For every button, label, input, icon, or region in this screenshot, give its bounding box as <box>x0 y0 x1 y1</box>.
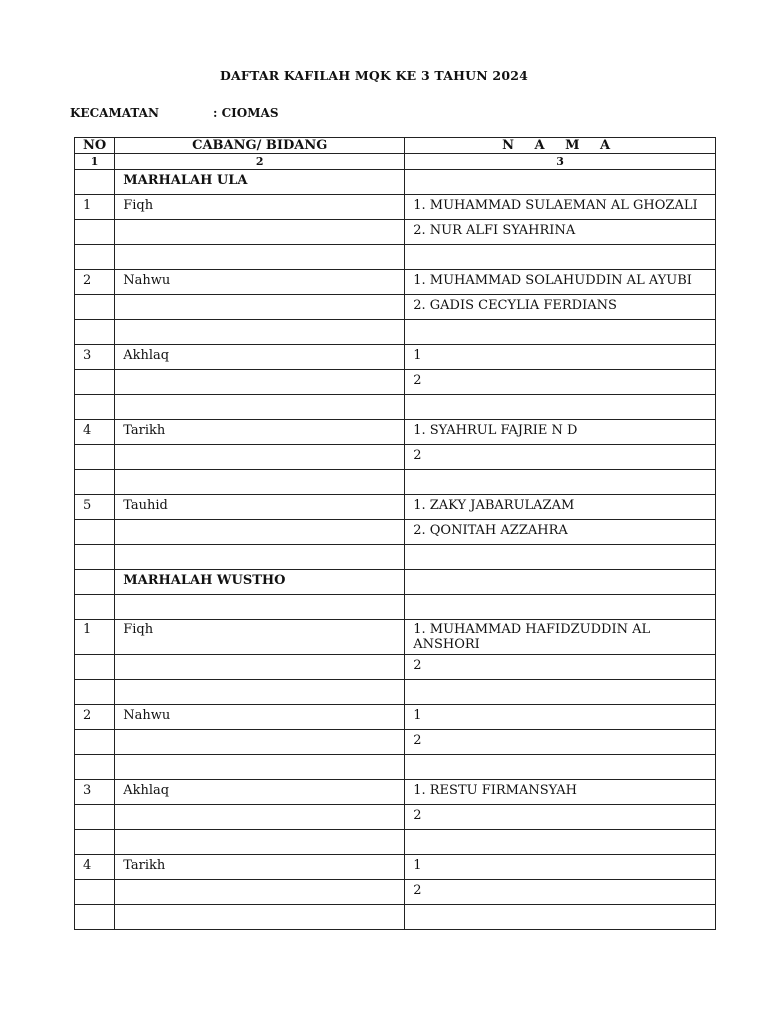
row-no: 3 <box>75 780 115 805</box>
row-nama: 2. QONITAH AZZAHRA <box>405 520 716 545</box>
table-row <box>75 295 716 320</box>
table-row <box>75 805 716 830</box>
table-row <box>75 730 716 755</box>
row-nama: 2 <box>405 370 716 395</box>
row-bidang: Fiqh <box>115 620 405 655</box>
row-bidang: Tarikh <box>115 855 405 880</box>
table-row <box>75 370 716 395</box>
table-row <box>75 170 716 195</box>
table-row <box>75 545 716 570</box>
row-nama: 1. SYAHRUL FAJRIE N D <box>405 420 716 445</box>
table-row <box>75 680 716 705</box>
header-bidang: CABANG/ BIDANG <box>115 138 405 154</box>
table-row <box>75 830 716 855</box>
row-nama: 2 <box>405 655 716 680</box>
section-title-ula: MARHALAH ULA <box>115 170 405 195</box>
table-row <box>75 245 716 270</box>
column-number-2: 2 <box>115 154 405 170</box>
row-bidang: Nahwu <box>115 270 405 295</box>
table-row <box>75 320 716 345</box>
row-nama: 1 <box>405 705 716 730</box>
row-no: 3 <box>75 345 115 370</box>
document-title: DAFTAR KAFILAH MQK KE 3 TAHUN 2024 <box>219 68 529 83</box>
row-bidang: Nahwu <box>115 705 405 730</box>
row-nama: 1. ZAKY JABARULAZAM <box>405 495 716 520</box>
table-row <box>75 905 716 930</box>
kecamatan-label: KECAMATAN <box>70 106 159 120</box>
row-nama: 2 <box>405 730 716 755</box>
row-no: 1 <box>75 195 115 220</box>
table-row <box>75 755 716 780</box>
row-nama: 1. MUHAMMAD SULAEMAN AL GHOZALI <box>405 195 716 220</box>
row-bidang: Tarikh <box>115 420 405 445</box>
row-bidang: Akhlaq <box>115 345 405 370</box>
row-no: 4 <box>75 420 115 445</box>
table-row <box>75 345 716 370</box>
table-row <box>75 705 716 730</box>
row-nama: 1 <box>405 345 716 370</box>
row-no: 1 <box>75 620 115 655</box>
table-row <box>75 570 716 595</box>
table-row <box>75 595 716 620</box>
row-nama: 2 <box>405 880 716 905</box>
table-row <box>75 520 716 545</box>
table-row <box>75 420 716 445</box>
table-row <box>75 195 716 220</box>
table-row <box>75 620 716 655</box>
table-row <box>75 495 716 520</box>
row-no: 2 <box>75 270 115 295</box>
kafilah-table <box>74 137 716 930</box>
row-bidang: Fiqh <box>115 195 405 220</box>
row-nama: 1. MUHAMMAD HAFIDZUDDIN AL ANSHORI <box>405 620 716 655</box>
table-row <box>75 445 716 470</box>
row-no: 2 <box>75 705 115 730</box>
table-row <box>75 855 716 880</box>
header-no: NO <box>75 138 115 154</box>
row-nama: 2 <box>405 445 716 470</box>
section-title-wustho: MARHALAH WUSTHO <box>115 570 405 595</box>
header-nama: N A M A <box>405 138 716 154</box>
row-no: 5 <box>75 495 115 520</box>
row-bidang: Akhlaq <box>115 780 405 805</box>
row-nama: 1 <box>405 855 716 880</box>
table-row <box>75 220 716 245</box>
row-bidang: Tauhid <box>115 495 405 520</box>
table-row <box>75 270 716 295</box>
row-nama: 2. GADIS CECYLIA FERDIANS <box>405 295 716 320</box>
table-row <box>75 395 716 420</box>
table-row <box>75 880 716 905</box>
row-no: 4 <box>75 855 115 880</box>
column-number-1: 1 <box>75 154 115 170</box>
row-nama: 1. RESTU FIRMANSYAH <box>405 780 716 805</box>
kecamatan-value: : CIOMAS <box>213 106 279 120</box>
row-nama: 1. MUHAMMAD SOLAHUDDIN AL AYUBI <box>405 270 716 295</box>
table-row <box>75 780 716 805</box>
column-number-3: 3 <box>405 154 716 170</box>
row-nama: 2. NUR ALFI SYAHRINA <box>405 220 716 245</box>
row-nama: 2 <box>405 805 716 830</box>
table-row <box>75 655 716 680</box>
table-row <box>75 470 716 495</box>
